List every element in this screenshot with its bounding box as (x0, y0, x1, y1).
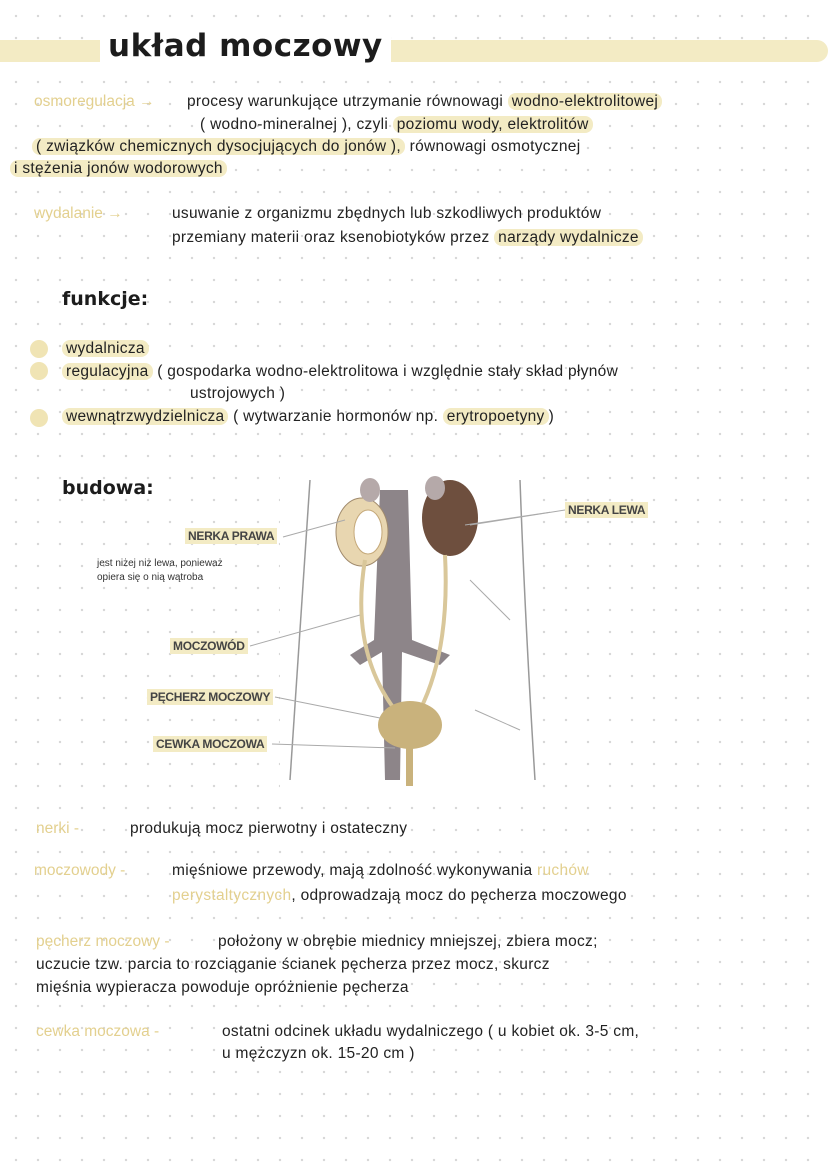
heading-funkcje: funkcje: (62, 288, 149, 310)
funkcja-3: wewnątrzwydzielnicza ( wytwarzanie hormonów np. erytropoetyny ) (62, 408, 554, 426)
term-cewka: cewka moczowa - (36, 1023, 160, 1040)
osmo-line-1: procesy warunkujące utrzymanie równowagi wodno-elektrolitowej (187, 93, 662, 111)
term-osmoregulacja: osmoregulacja → (34, 93, 155, 110)
wydalanie-line-1: usuwanie z organizmu zbędnych lub szkodliwych produktów (172, 205, 602, 222)
term-moczowody: moczowody - (34, 862, 126, 879)
moczowody-line-1: mięśniowe przewody, mają zdolność wykonywania ruchów (172, 862, 589, 879)
cewka-line-1: ostatni odcinek układu wydalniczego ( u kobiet ok. 3-5 cm, (222, 1023, 640, 1040)
note-line-1: jest niżej niż lewa, ponieważ (97, 558, 223, 569)
term-pecherz: pęcherz moczowy - (36, 933, 170, 950)
osmo-line-3: ( związków chemicznych dysocjujących do jonów ), równowagi osmotycznej (32, 138, 580, 156)
funkcja-1: wydalnicza (62, 340, 149, 358)
label-nerka-prawa: NERKA PRAWA (185, 528, 277, 544)
urinary-system-diagram (270, 470, 550, 790)
term-nerki: nerki - (36, 820, 80, 837)
osmo-line-4: i stężenia jonów wodorowych (10, 160, 227, 178)
wydalanie-line-2: przemiany materii oraz ksenobiotyków przez narządy wydalnicze (172, 229, 643, 247)
funkcja-2-cont: ustrojowych ) (190, 385, 286, 402)
label-nerka-lewa: NERKA LEWA (565, 502, 648, 518)
bullet-icon (30, 362, 48, 380)
note-line-2: opiera się o nią wątroba (97, 572, 204, 583)
pecherz-line-2: uczucie tzw. parcia to rozciąganie ścianek pęcherza przez mocz, skurcz (36, 956, 550, 973)
bullet-icon (30, 340, 48, 358)
osmo-line-2: ( wodno-mineralnej ), czyli poziomu wody, elektrolitów (200, 116, 593, 134)
label-moczowod: MOCZOWÓD (170, 638, 248, 654)
cewka-line-2: u mężczyzn ok. 15-20 cm ) (222, 1045, 415, 1062)
page-title: układ moczowy (100, 28, 391, 64)
pecherz-line-1: położony w obrębie miednicy mniejszej, zbiera mocz; (218, 933, 598, 950)
bullet-icon (30, 409, 48, 427)
label-cewka: CEWKA MOCZOWA (153, 736, 267, 752)
label-pecherz: PĘCHERZ MOCZOWY (147, 689, 273, 705)
nerki-line-1: produkują mocz pierwotny i ostateczny (130, 820, 408, 837)
funkcja-2: regulacyjna ( gospodarka wodno-elektrolitowa i względnie stały skład płynów (62, 363, 618, 381)
urethra (406, 746, 413, 786)
term-wydalanie: wydalanie → (34, 205, 123, 222)
bladder (378, 701, 442, 749)
pecherz-line-3: mięśnia wypieracza powoduje opróżnienie pęcherza (36, 979, 409, 996)
heading-budowa: budowa: (62, 477, 154, 499)
moczowody-line-2: perystaltycznych, odprowadzają mocz do pęcherza moczowego (172, 887, 627, 904)
